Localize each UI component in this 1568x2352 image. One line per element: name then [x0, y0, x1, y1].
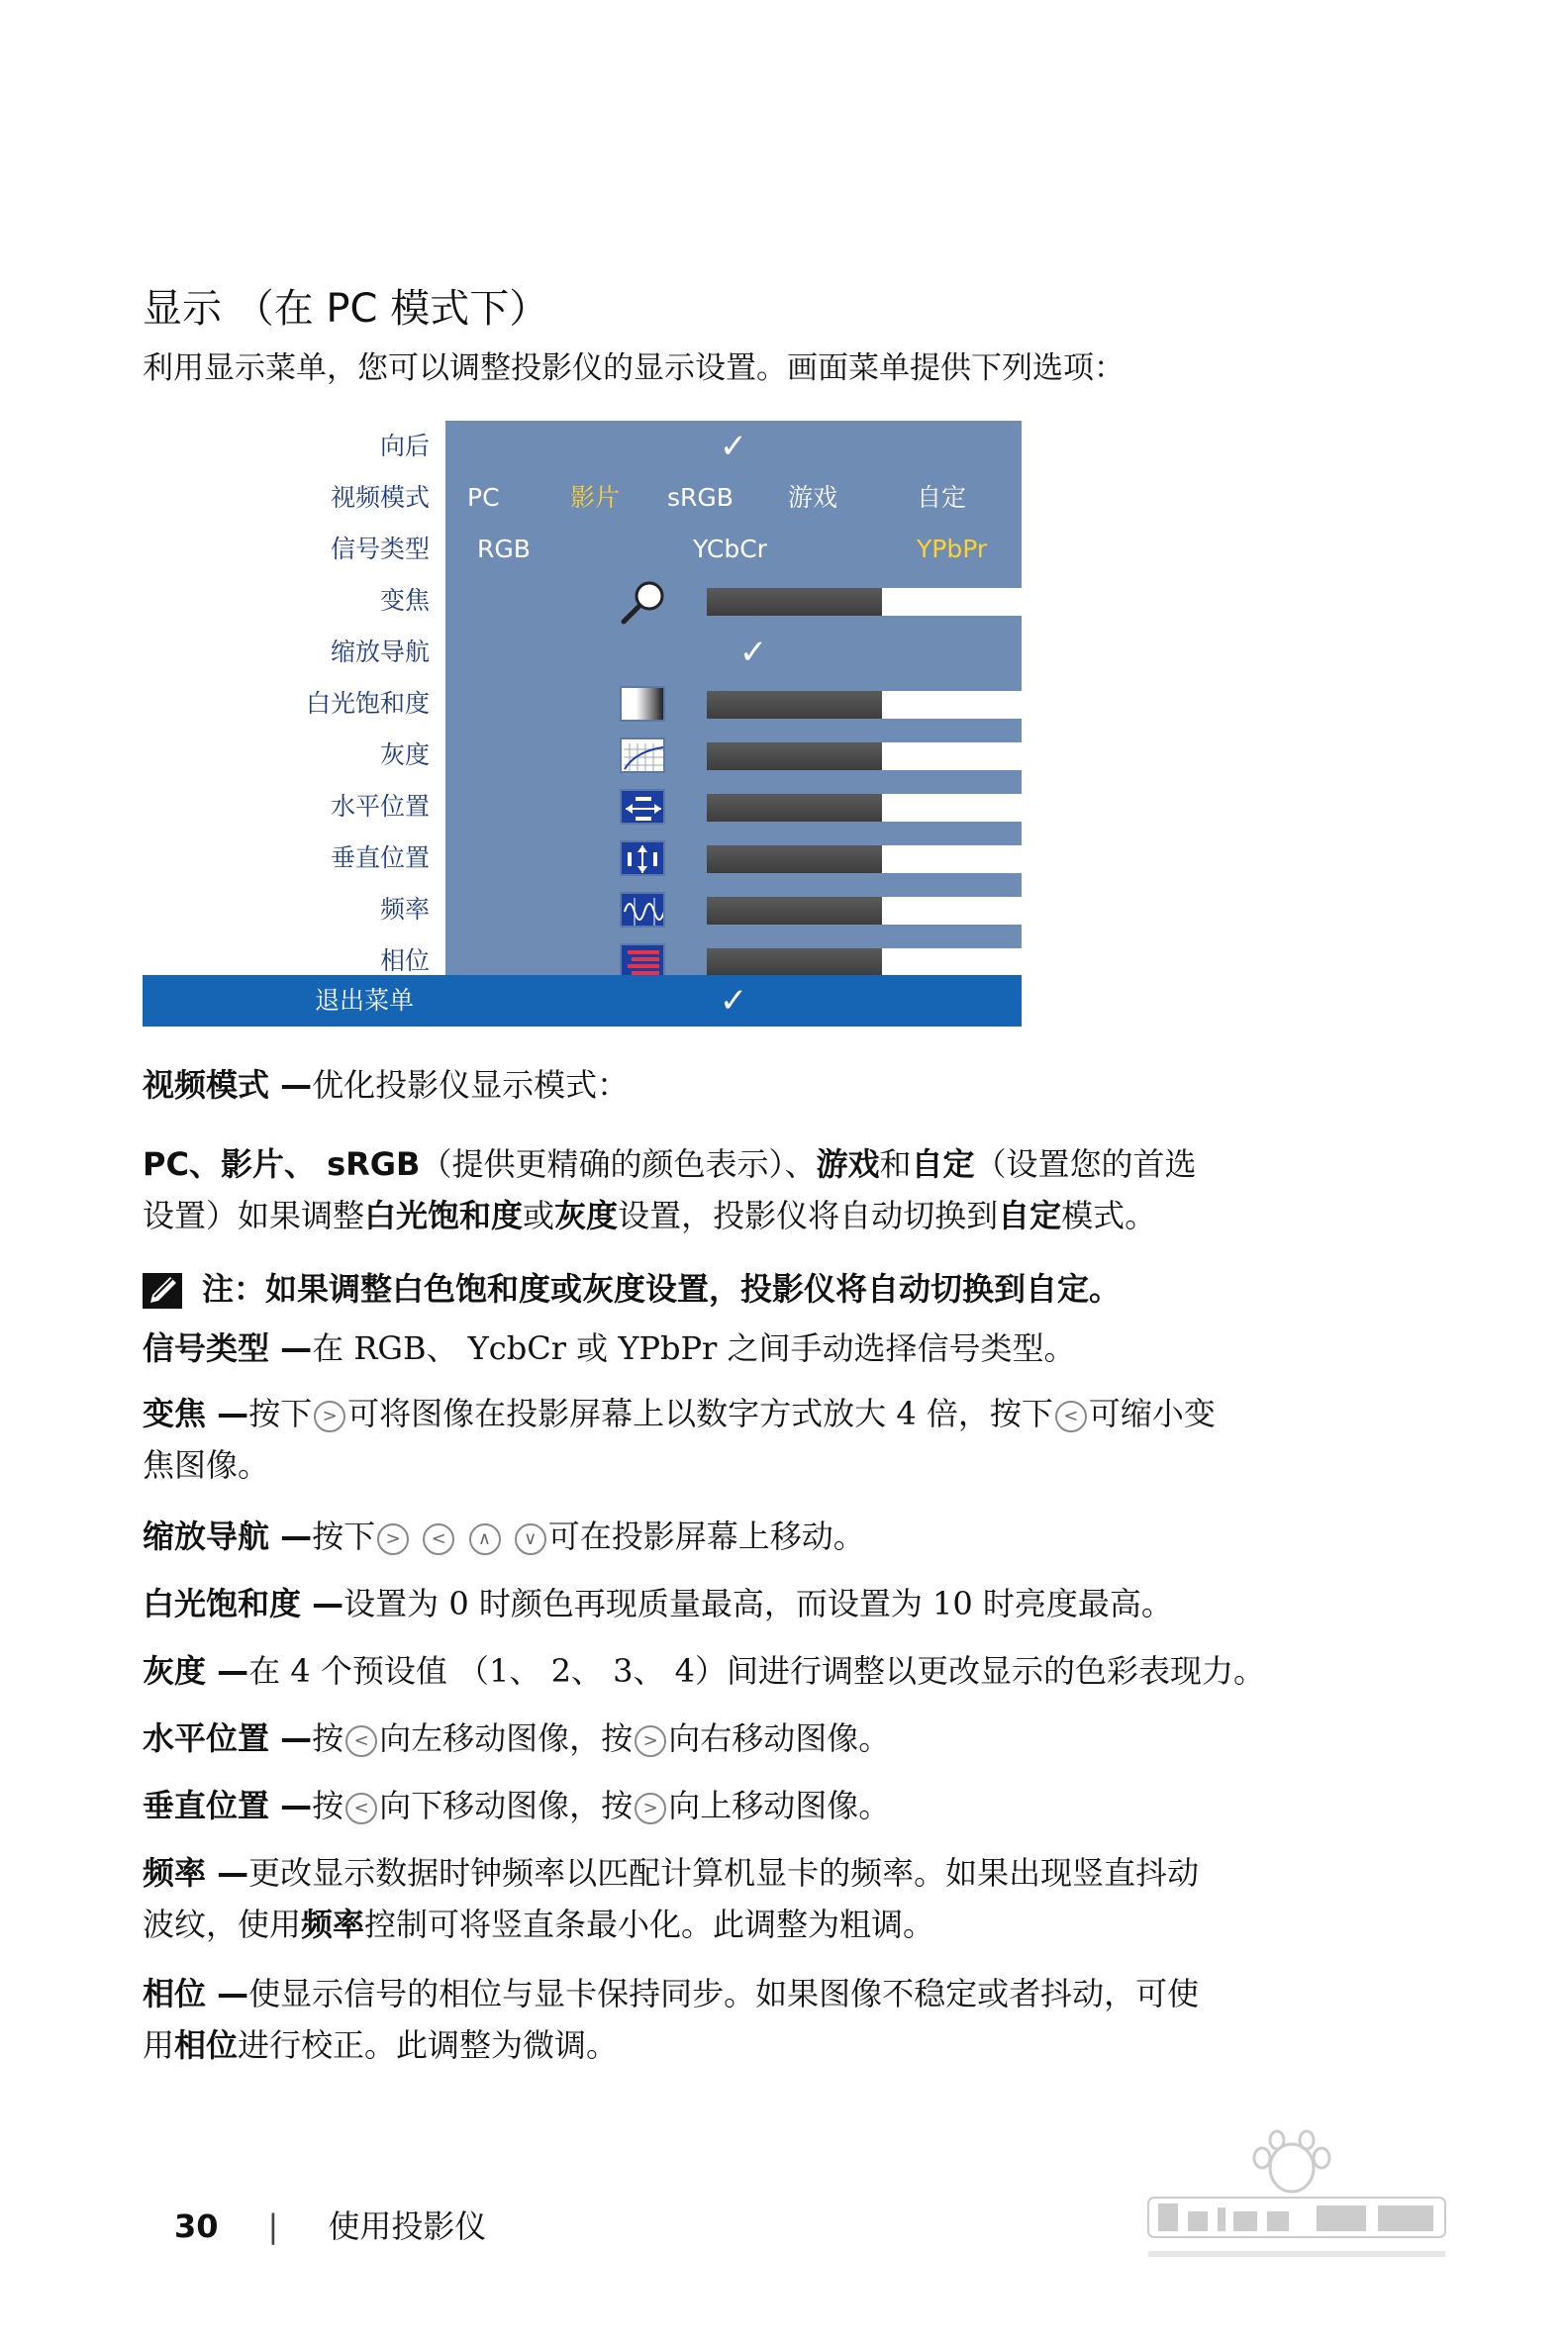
text: 按	[312, 1719, 344, 1757]
text: 控制可将竖直条最小化。此调整为粗调。	[364, 1906, 935, 1943]
osd-label-v-position: 垂直位置	[330, 843, 430, 872]
text: 和	[879, 1145, 912, 1183]
text: 向右移动图像。	[668, 1719, 891, 1757]
term-phase-inline: 相位	[174, 2026, 239, 2064]
osd-row-v-position[interactable]	[143, 833, 1119, 884]
frequency-slider-fill	[707, 897, 882, 925]
osd-label-degamma: 灰度	[379, 740, 430, 769]
term-frequency: 频率 —	[143, 1854, 249, 1892]
frequency-value: 50	[1088, 897, 1119, 922]
text: 可将图像在投影屏幕上以数字方式放大 4 倍，按下	[347, 1395, 1053, 1432]
watermark-logo	[1119, 2128, 1475, 2287]
text: （提供更精确的颜色表示）、	[420, 1145, 817, 1183]
page-footer	[174, 2202, 486, 2247]
text: 向左移动图像，按	[379, 1719, 634, 1757]
degamma-slider-fill	[707, 742, 882, 770]
osd-row-white-intensity[interactable]	[143, 678, 1104, 730]
para-phase	[143, 1968, 1439, 2071]
text: 向下移动图像，按	[379, 1787, 634, 1824]
white-intensity-value: 5	[1088, 691, 1104, 716]
desc-video-mode: 优化投影仪显示模式：	[312, 1066, 630, 1104]
degamma-slider[interactable]	[707, 742, 1057, 770]
para-h-position	[143, 1713, 1439, 1764]
text: 向上移动图像。	[668, 1787, 891, 1824]
gamma-curve-icon	[620, 737, 665, 773]
option-ypbpr[interactable]: YPbPr	[917, 535, 988, 563]
vertical-position-icon	[620, 840, 665, 876]
left-button-icon: <	[345, 1725, 377, 1757]
osd-row-back[interactable]	[143, 421, 1022, 472]
term-white-intensity: 白光饱和度	[364, 1197, 524, 1234]
left-button-icon: <	[1055, 1401, 1087, 1432]
para-zoom-nav	[143, 1511, 1439, 1562]
text: 可在投影屏幕上移动。	[547, 1518, 865, 1555]
osd-menu	[143, 421, 1119, 1027]
zoom-value: 5	[1088, 588, 1104, 613]
osd-row-zoom[interactable]	[143, 575, 1104, 627]
osd-label-signal-type: 信号类型	[330, 535, 430, 563]
osd-row-degamma[interactable]	[143, 730, 1104, 781]
text: 可缩小变	[1088, 1395, 1216, 1432]
osd-label-video-mode: 视频模式	[330, 483, 430, 512]
osd-label-back: 向后	[379, 432, 430, 460]
right-button-icon: >	[314, 1401, 345, 1432]
chapter-title: 使用投影仪	[328, 2207, 487, 2245]
v-position-value: 50	[1088, 845, 1119, 870]
osd-row-frequency[interactable]	[143, 884, 1119, 935]
term-custom: 自定	[911, 1145, 975, 1183]
desc-degamma: 在 4 个预设值 （1、 2、 3、 4）间进行调整以更改显示的色彩表现力。	[248, 1652, 1265, 1690]
para-video-mode-detail	[143, 1138, 1439, 1241]
osd-label-white-intensity: 白光饱和度	[305, 689, 430, 718]
footer-separator: |	[267, 2207, 279, 2245]
term-modes: PC、影片、 sRGB	[143, 1145, 421, 1183]
para-white-intensity	[143, 1578, 1439, 1629]
note-text: 注：如果调整白色饱和度或灰度设置，投影仪将自动切换到自定。	[202, 1270, 1122, 1308]
para-degamma	[143, 1645, 1439, 1697]
page-number: 30	[174, 2207, 219, 2245]
left-button-icon: <	[423, 1523, 454, 1555]
text: 波纹，使用	[143, 1906, 302, 1943]
desc-signal-type: 在 RGB、 YcbCr 或 YPbPr 之间手动选择信号类型。	[312, 1329, 1076, 1367]
term-degamma: 灰度	[554, 1197, 619, 1234]
note	[143, 1263, 1121, 1315]
text: 按下	[248, 1395, 313, 1432]
osd-row-signal-type[interactable]	[143, 524, 1022, 575]
term-degamma: 灰度 —	[143, 1652, 249, 1690]
h-position-slider[interactable]	[707, 794, 1057, 822]
white-intensity-slider[interactable]	[707, 691, 1057, 719]
osd-label-zoom: 变焦	[379, 586, 430, 615]
text: 用	[143, 2026, 175, 2064]
right-button-icon: >	[635, 1725, 666, 1757]
white-intensity-slider-fill	[707, 691, 882, 719]
right-button-icon: >	[377, 1523, 409, 1555]
osd-row-zoom-nav[interactable]	[143, 627, 1022, 678]
option-rgb[interactable]: RGB	[477, 535, 531, 563]
h-position-value: 50	[1088, 794, 1119, 819]
phase-slider-fill	[707, 948, 882, 976]
v-position-slider[interactable]	[707, 845, 1057, 873]
zoom-slider-fill	[707, 588, 882, 616]
h-position-slider-fill	[707, 794, 882, 822]
text: 使显示信号的相位与显卡保持同步。如果图像不稳定或者抖动，可使	[248, 1975, 1200, 2012]
zoom-slider[interactable]	[707, 588, 1057, 616]
note-pencil-icon	[143, 1273, 182, 1309]
osd-label-phase: 相位	[379, 946, 430, 975]
option-pc[interactable]: PC	[467, 483, 500, 512]
phase-icon	[620, 943, 665, 979]
phase-value: 16	[1088, 948, 1119, 973]
magnifier-icon	[616, 579, 671, 625]
frequency-wave-icon	[620, 892, 665, 928]
check-icon: ✓	[738, 633, 768, 672]
osd-label-frequency: 频率	[379, 895, 430, 924]
text: 设置）如果调整	[143, 1197, 365, 1234]
page-title: 显示 （在 PC 模式下）	[143, 286, 549, 332]
v-position-slider-fill	[707, 845, 882, 873]
left-button-icon: <	[345, 1793, 377, 1824]
osd-label-h-position: 水平位置	[330, 792, 430, 821]
phase-slider[interactable]	[707, 948, 1057, 976]
osd-label-exit: 退出菜单	[314, 986, 414, 1015]
white-gradient-icon	[620, 686, 665, 722]
text: 进行校正。此调整为微调。	[238, 2026, 619, 2064]
down-button-icon: ∨	[515, 1523, 546, 1555]
degamma-value: 1	[1088, 742, 1104, 767]
term-video-mode: 视频模式 —	[143, 1066, 313, 1104]
osd-label-zoom-nav: 缩放导航	[330, 637, 430, 666]
term-zoom-nav: 缩放导航 —	[143, 1518, 313, 1555]
term-zoom: 变焦 —	[143, 1395, 249, 1432]
term-frequency-inline: 频率	[301, 1906, 365, 1943]
text: 设置，投影仪将自动切换到	[618, 1197, 999, 1234]
text: 模式。	[1061, 1197, 1157, 1234]
frequency-slider[interactable]	[707, 897, 1057, 925]
text: 按	[312, 1787, 344, 1824]
text: 或	[523, 1197, 555, 1234]
check-icon: ✓	[719, 427, 748, 466]
page-intro: 利用显示菜单，您可以调整投影仪的显示设置。画面菜单提供下列选项：	[143, 350, 1125, 386]
para-v-position	[143, 1780, 1439, 1831]
option-custom[interactable]: 自定	[917, 483, 967, 512]
text: 按下	[312, 1518, 376, 1555]
option-ycbcr[interactable]: YCbCr	[693, 535, 767, 563]
check-icon: ✓	[719, 981, 748, 1021]
text: 焦图像。	[143, 1446, 270, 1484]
desc-white-intensity: 设置为 0 时颜色再现质量最高，而设置为 10 时亮度最高。	[343, 1585, 1173, 1622]
text: （设置您的首选	[974, 1145, 1197, 1183]
text: 更改显示数据时钟频率以匹配计算机显卡的频率。如果出现竖直抖动	[248, 1854, 1200, 1892]
term-game: 游戏	[816, 1145, 880, 1183]
para-signal-type	[143, 1323, 1439, 1374]
term-white-intensity: 白光饱和度 —	[143, 1585, 344, 1622]
option-movie[interactable]: 影片	[570, 483, 621, 512]
osd-row-h-position[interactable]	[143, 781, 1119, 833]
option-srgb[interactable]: sRGB	[667, 483, 734, 512]
term-v-position: 垂直位置 —	[143, 1787, 313, 1824]
osd-row-video-mode[interactable]	[143, 472, 1022, 524]
up-button-icon: ∧	[469, 1523, 501, 1555]
term-phase: 相位 —	[143, 1975, 249, 2012]
term-custom: 自定	[998, 1197, 1062, 1234]
para-frequency	[143, 1847, 1439, 1950]
term-signal-type: 信号类型 —	[143, 1329, 313, 1367]
right-button-icon: >	[635, 1793, 666, 1824]
option-game[interactable]: 游戏	[788, 483, 838, 512]
para-video-mode	[143, 1059, 1439, 1111]
para-zoom	[143, 1388, 1439, 1491]
horizontal-position-icon	[620, 789, 665, 825]
term-h-position: 水平位置 —	[143, 1719, 313, 1757]
osd-row-exit[interactable]	[143, 975, 1022, 1027]
